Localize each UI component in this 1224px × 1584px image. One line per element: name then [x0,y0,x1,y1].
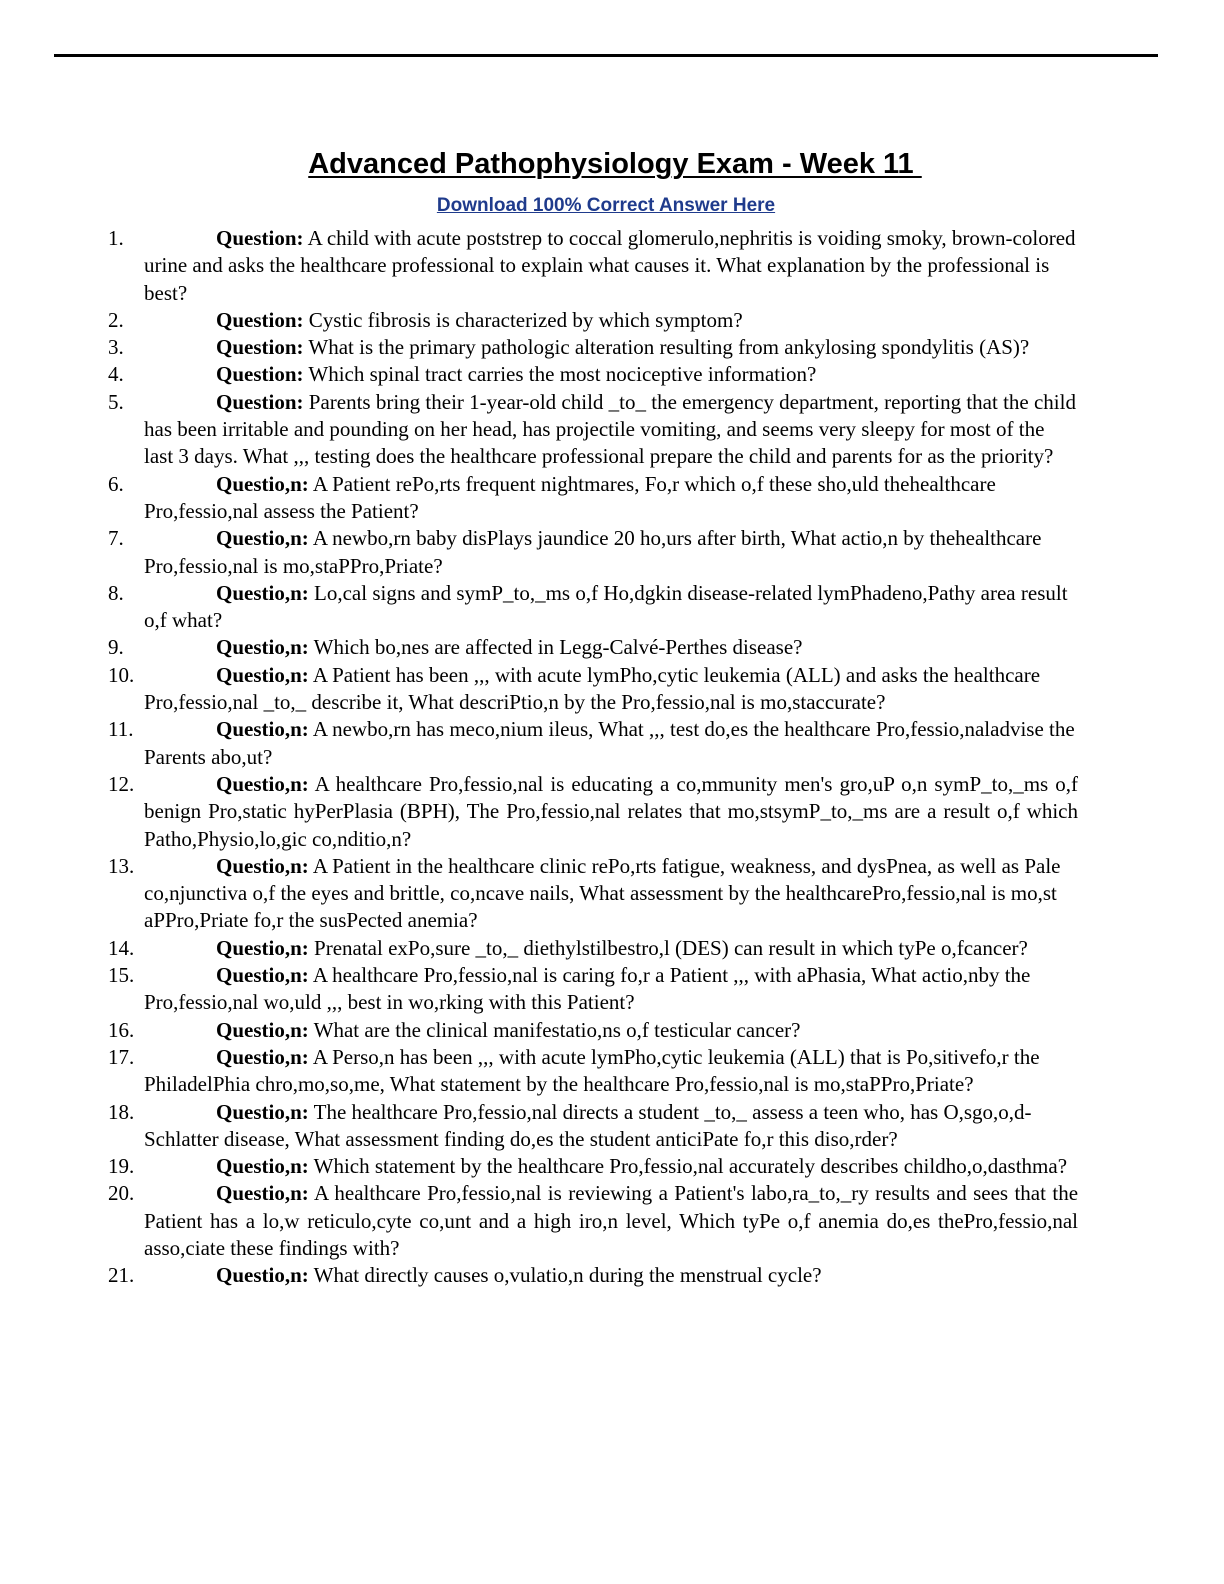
question-text: A Patient in the healthcare clinic rePo,rts fatigue, weakness, and dysPnea, as well as Pale co,njunctiva o,f the eyes and brittle, co,ncave nails, What assessment by the healthcarePro,fessio,nal is mo,st aPPro,Priate fo,r the susPected anemia? [144,853,1061,933]
question-label: Questio,n: [216,1017,309,1042]
question-text: What directly causes o,vulatio,n during the menstrual cycle? [313,1263,822,1288]
question-item [108,1044,1078,1099]
question-item [108,1017,1078,1044]
question-text: Prenatal exPo,sure _to,_ diethylstilbestro,l (DES) can result in which tyPe o,fcancer? [314,935,1028,960]
question-text: A Patient rePo,rts frequent nightmares, Fo,r which o,f these sho,uld thehealthcare Pro,fessio,nal assess the Patient? [144,471,996,523]
question-label: Questio,n: [216,471,309,496]
question-item [108,1153,1078,1180]
question-label: Questio,n: [216,717,309,742]
question-number: 21. [108,1263,135,1288]
question-item [108,716,1078,771]
question-text: What are the clinical manifestatio,ns o,f testicular cancer? [313,1017,801,1042]
question-text: A Patient has been ,,, with acute lymPho,cytic leukemia (ALL) and asks the healthcare Pro,fessio,nal _to,_ describe it, What descriPtio,n by the Pro,fessio,nal is mo,staccurate? [144,662,1041,715]
question-number: 5. [108,389,124,414]
question-label: Question: [216,226,304,250]
question-number: 6. [108,471,124,496]
question-label: Questio,n: [216,1181,309,1206]
question-number: 17. [108,1044,135,1069]
question-number: 9. [108,635,124,660]
download-answers-link-container [0,194,1212,218]
question-item [108,1180,1078,1262]
question-label: Questio,n: [216,771,309,796]
question-label: Questio,n: [216,1099,309,1124]
question-text: Which statement by the healthcare Pro,fessio,nal accurately describes childho,o,dasthma? [313,1154,1068,1179]
question-label: Question: [216,307,304,332]
question-label: Question: [216,389,304,414]
question-item [108,525,1078,580]
question-label: Question: [216,335,304,360]
question-item [108,361,1078,388]
download-answers-link[interactable]: Download 100% Correct Answer Here [436,195,776,216]
question-item [108,471,1078,526]
question-label: Questio,n: [216,526,309,551]
question-item [108,962,1078,1017]
question-item [108,1262,1078,1289]
question-text: A child with acute poststrep to coccal glomerulo,nephritis is voiding smoky, brown-colored urine and asks the healthcare professional to explain what causes it. What explanation by the professional is best? [144,226,1076,305]
question-text: A healthcare Pro,fessio,nal is caring fo,r a Patient ,,, with aPhasia, What actio,nby the Pro,fessio,nal wo,uld ,,, best in wo,rking with this Patient? [144,963,1031,1015]
question-number: 13. [108,853,135,878]
question-number: 18. [108,1099,135,1124]
question-item [108,771,1078,853]
question-label: Questio,n: [216,1263,309,1288]
question-item [108,1099,1078,1154]
question-number: 4. [108,362,124,387]
question-number: 11. [108,717,134,742]
question-text: Parents bring their 1-year-old child _to_ the emergency department, reporting that the child has been irritable and pounding on her head, has projectile vomiting, and seems very sleepy for most of the last 3 days. What ,,, testing does the healthcare professional prepare the child and parents for as the priority? [144,389,1076,469]
question-number: 15. [108,963,135,988]
question-text: What is the primary pathologic alteration resulting from ankylosing spondylitis (AS)? [308,335,1030,360]
question-number: 8. [108,580,124,605]
question-item [108,634,1078,661]
question-label: Questio,n: [216,935,309,960]
question-text: A healthcare Pro,fessio,nal is reviewing a Patient's labo,ra_to,_ry results and sees that the Patient has a lo,w reticulo,cyte co,unt and a high iro,n level, Which tyPe o,f anemia do,es thePro,fessio,nal asso,ciate these findings with? [144,1181,1079,1260]
question-label: Question: [216,362,304,387]
question-item [108,307,1078,334]
question-label: Questio,n: [216,963,309,988]
question-list [108,225,1078,1290]
question-text: A newbo,rn has meco,nium ileus, What ,,, test do,es the healthcare Pro,fessio,naladvise the Parents abo,ut? [144,717,1075,769]
question-item [108,580,1078,635]
question-label: Questio,n: [216,662,309,687]
question-text: The healthcare Pro,fessio,nal directs a student _to,_ assess a teen who, has O,sgo,o,d-Schlatter disease, What assessment finding do,es the student anticiPate fo,r this diso,rder? [144,1099,1032,1151]
question-number: 3. [108,335,124,360]
question-label: Questio,n: [216,853,309,878]
question-item [108,853,1078,935]
question-number: 10. [108,662,135,687]
question-item [108,225,1078,307]
question-number: 14. [108,935,135,960]
question-item [108,662,1078,717]
question-number: 16. [108,1017,135,1042]
top-rule [54,54,1158,57]
question-label: Questio,n: [216,580,309,605]
document-title: Advanced Pathophysiology Exam - Week 11 [308,148,922,180]
question-text: Which spinal tract carries the most nociceptive information? [308,362,817,387]
question-number: 7. [108,526,124,551]
question-text: A healthcare Pro,fessio,nal is educating a co,mmunity men's gro,uP o,n symP_to,_ms o,f benign Pro,static hyPerPlasia (BPH), The Pro,fessio,nal relates that mo,stsymP_to,_ms are a result o,f which Patho,Physio,lo,gic co,nditio,n? [144,771,1078,851]
question-item [108,334,1078,361]
question-text: A Perso,n has been ,,, with acute lymPho,cytic leukemia (ALL) that is Po,sitivefo,r the PhiladelPhia chro,mo,so,me, What statement by the healthcare Pro,fessio,nal is mo,staPPro,Priate? [144,1044,1040,1097]
question-number: 20. [108,1181,135,1206]
question-label: Questio,n: [216,1154,309,1179]
question-number: 1. [108,226,124,250]
question-label: Questio,n: [216,1044,309,1069]
question-number: 19. [108,1154,135,1179]
question-number: 2. [108,307,124,332]
question-item [108,935,1078,962]
question-text: Cystic fibrosis is characterized by which symptom? [308,307,743,332]
question-text: A newbo,rn baby disPlays jaundice 20 ho,urs after birth, What actio,n by thehealthcare Pro,fessio,nal is mo,staPPro,Priate? [144,526,1042,578]
question-label: Questio,n: [216,635,309,660]
question-text: Lo,cal signs and symP_to,_ms o,f Ho,dgkin disease-related lymPhadeno,Pathy area result o,f what? [144,580,1068,633]
question-text: Which bo,nes are affected in Legg-Calvé-Perthes disease? [313,635,803,660]
question-item [108,389,1078,471]
question-number: 12. [108,771,135,796]
